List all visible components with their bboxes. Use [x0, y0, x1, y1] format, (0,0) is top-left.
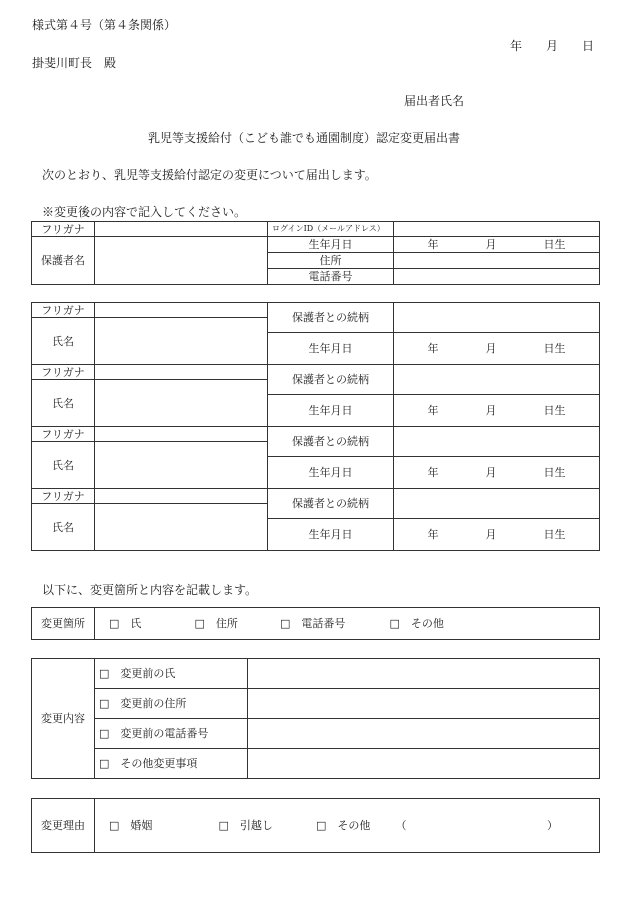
option-address[interactable]: □ 住所	[194, 617, 238, 630]
instruction-text: ※変更後の内容で記入してください。	[42, 205, 247, 219]
guardian-phone-label: 電話番号	[268, 269, 394, 285]
form-title: 乳児等支援給付（こども誰でも通園制度）認定変更届出書	[148, 131, 461, 145]
month-unit: 月	[485, 238, 497, 251]
checkbox-icon[interactable]: □	[99, 757, 110, 770]
content-row-label[interactable]: □ 変更前の住所	[95, 689, 248, 719]
guardian-birth-label: 生年月日	[268, 237, 394, 253]
change-content-table	[31, 658, 600, 779]
child-name-label: 氏名	[32, 380, 95, 427]
month-unit: 月	[485, 466, 497, 479]
guardian-birth-field[interactable]	[394, 237, 600, 253]
child-birth-field[interactable]	[394, 395, 600, 427]
child-name-field[interactable]	[95, 380, 268, 427]
guardian-furigana-label: フリガナ	[32, 222, 95, 237]
addressee: 掛斐川町長 殿	[32, 56, 117, 70]
date-day-label: 日	[582, 39, 595, 53]
child-birth-label: 生年月日	[268, 395, 394, 427]
content-row-field[interactable]	[248, 719, 600, 749]
child-furigana-label: フリガナ	[32, 365, 95, 380]
child-furigana-field[interactable]	[95, 489, 268, 504]
child-relation-label: 保護者との続柄	[268, 489, 394, 519]
checkbox-icon[interactable]: □	[109, 617, 120, 630]
child-birth-label: 生年月日	[268, 333, 394, 365]
form-number: 様式第４号（第４条関係）	[32, 18, 177, 32]
child-birth-label: 生年月日	[268, 519, 394, 551]
day-unit: 日生	[543, 528, 566, 541]
guardian-furigana-field[interactable]	[95, 222, 268, 237]
change-location-table	[31, 607, 600, 640]
child-birth-field[interactable]	[394, 333, 600, 365]
child-relation-field[interactable]	[394, 303, 600, 333]
child-name-label: 氏名	[32, 504, 95, 551]
day-unit: 日生	[543, 238, 566, 251]
child-furigana-field[interactable]	[95, 365, 268, 380]
child-furigana-label: フリガナ	[32, 427, 95, 442]
option-surname[interactable]: □ 氏	[109, 617, 142, 630]
intro-text: 次のとおり、乳児等支援給付認定の変更について届出します。	[42, 168, 377, 182]
change-reason-options	[95, 799, 600, 853]
day-unit: 日生	[543, 404, 566, 417]
checkbox-icon[interactable]: □	[218, 819, 229, 832]
child-furigana-label: フリガナ	[32, 303, 95, 318]
children-table	[31, 302, 600, 551]
child-relation-label: 保護者との続柄	[268, 427, 394, 457]
content-row-label[interactable]: □ その他変更事項	[95, 749, 248, 779]
change-content-label: 変更内容	[32, 659, 95, 779]
guardian-phone-field[interactable]	[394, 269, 600, 285]
day-unit: 日生	[543, 342, 566, 355]
child-name-label: 氏名	[32, 318, 95, 365]
change-note: 以下に、変更箇所と内容を記載します。	[42, 583, 258, 597]
guardian-address-label: 住所	[268, 253, 394, 269]
year-unit: 年	[427, 342, 439, 355]
month-unit: 月	[485, 342, 497, 355]
child-relation-field[interactable]	[394, 489, 600, 519]
checkbox-icon[interactable]: □	[99, 667, 110, 680]
checkbox-icon[interactable]: □	[194, 617, 205, 630]
content-row-field[interactable]	[248, 659, 600, 689]
year-unit: 年	[427, 238, 439, 251]
child-name-field[interactable]	[95, 442, 268, 489]
change-location-label: 変更箇所	[32, 608, 95, 640]
child-birth-label: 生年月日	[268, 457, 394, 489]
child-name-field[interactable]	[95, 318, 268, 365]
child-furigana-label: フリガナ	[32, 489, 95, 504]
change-location-options	[95, 608, 600, 640]
content-row-field[interactable]	[248, 749, 600, 779]
month-unit: 月	[485, 528, 497, 541]
year-unit: 年	[427, 404, 439, 417]
date-year-label: 年	[510, 39, 523, 53]
checkbox-icon[interactable]: □	[99, 727, 110, 740]
child-birth-field[interactable]	[394, 519, 600, 551]
content-row-label[interactable]: □ 変更前の電話番号	[95, 719, 248, 749]
checkbox-icon[interactable]: □	[280, 617, 291, 630]
change-reason-table	[31, 798, 600, 853]
login-id-field[interactable]	[394, 222, 600, 237]
child-relation-field[interactable]	[394, 365, 600, 395]
checkbox-icon[interactable]: □	[99, 697, 110, 710]
guardian-address-field[interactable]	[394, 253, 600, 269]
year-unit: 年	[427, 528, 439, 541]
child-birth-field[interactable]	[394, 457, 600, 489]
month-unit: 月	[485, 404, 497, 417]
checkbox-icon[interactable]: □	[389, 617, 400, 630]
child-furigana-field[interactable]	[95, 303, 268, 318]
reason-moving[interactable]: □ 引越し	[218, 819, 273, 832]
reason-other[interactable]: □ その他	[316, 819, 371, 832]
date-month-label: 月	[546, 39, 559, 53]
child-relation-label: 保護者との続柄	[268, 365, 394, 395]
year-unit: 年	[427, 466, 439, 479]
content-row-label[interactable]: □ 変更前の氏	[95, 659, 248, 689]
reason-marriage[interactable]: □ 婚姻	[109, 819, 153, 832]
reason-other-paren-close: ）	[547, 819, 558, 832]
child-name-label: 氏名	[32, 442, 95, 489]
login-id-label: ログインID（メールアドレス）	[268, 222, 394, 237]
guardian-name-label: 保護者名	[32, 237, 95, 285]
option-other[interactable]: □ その他	[389, 617, 444, 630]
guardian-name-field[interactable]	[95, 237, 268, 285]
day-unit: 日生	[543, 466, 566, 479]
change-reason-label: 変更理由	[32, 799, 95, 853]
content-row-field[interactable]	[248, 689, 600, 719]
applicant-name-label: 届出者氏名	[404, 94, 465, 108]
child-relation-field[interactable]	[394, 427, 600, 457]
child-name-field[interactable]	[95, 504, 268, 551]
reason-other-paren-open: （	[395, 819, 407, 832]
child-furigana-field[interactable]	[95, 427, 268, 442]
guardian-table	[31, 221, 600, 285]
child-relation-label: 保護者との続柄	[268, 303, 394, 333]
checkbox-icon[interactable]: □	[109, 819, 120, 832]
option-phone[interactable]: □ 電話番号	[280, 617, 346, 630]
checkbox-icon[interactable]: □	[316, 819, 327, 832]
